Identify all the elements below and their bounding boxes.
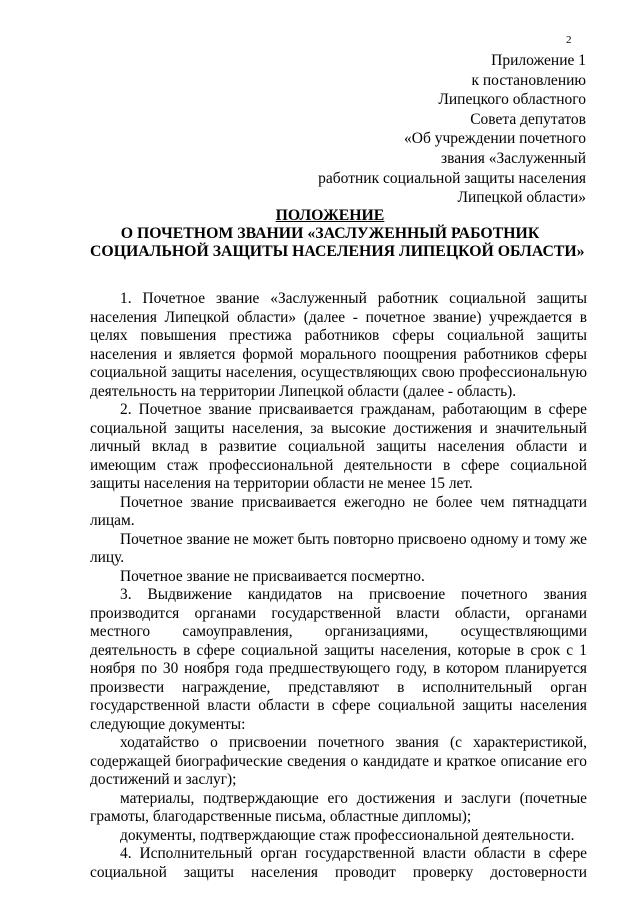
paragraph: Почетное звание присваивается ежегодно не более чем пятнадцати лицам. [90,493,587,529]
paragraph: 4. Исполнительный орган государственной власти области в сфере социальной защиты населения проводит проверку достоверности [90,845,587,881]
appendix-line: Совета депутатов [470,110,586,128]
page-number: 2 [566,34,572,46]
title-subheading: СОЦИАЛЬНОЙ ЗАЩИТЫ НАСЕЛЕНИЯ ЛИПЕЦКОЙ ОБЛАСТИ» [90,243,585,260]
paragraph: 3. Выдвижение кандидатов на присвоение почетного звания производится органами государственной власти области, органами местного самоуправления, организациями, осуществляющими деятельность в сфере социальной защиты населения, которые в срок с 1 ноября по 30 ноября года предшествующего году, в котором планируется произвести награждение, представляют в исполнительный орган государственной власти области в сфере социальной защиты населения следующие документы: [90,586,587,733]
appendix-block [266,51,586,208]
appendix-line: Липецкого областного [438,91,586,109]
appendix-line: Липецкой области» [457,189,586,207]
document-body [90,290,587,882]
paragraph: 1. Почетное звание «Заслуженный работник социальной защиты населения Липецкой области» (далее - почетное звание) учреждается в целях повышения престижа работников сферы социальной защиты населения и является формой морального поощрения работников сферы социальной защиты населения, осуществляющих свою профессиональную деятельность на территории Липецкой области (далее - область). [90,290,587,400]
paragraph: 2. Почетное звание присваивается гражданам, работающим в сфере социальной защиты населения, за высокие достижения и значительный личный вклад в развитие социальной защиты населения области и имеющим стаж профессиональной деятельности в сфере социальной защиты населения на территории области не менее 15 лет. [90,401,587,492]
appendix-line: звания «Заслуженный [441,149,586,167]
paragraph: документы, подтверждающие стаж профессиональной деятельности. [120,826,575,844]
paragraph: материалы, подтверждающие его достижения и заслуги (почетные грамоты, благодарственные письма, областные дипломы); [90,789,587,825]
appendix-line: «Об учреждении почетного [404,130,586,148]
appendix-line: работник социальной защиты населения [318,169,586,187]
paragraph: ходатайство о присвоении почетного звания (с характеристикой, содержащей биографические сведения о кандидате и краткое описание его достижений и заслуг); [90,734,587,788]
paragraph: Почетное звание не присваивается посмертно. [120,567,425,585]
title-subheading: О ПОЧЕТНОМ ЗВАНИИ «ЗАСЛУЖЕННЫЙ РАБОТНИК [120,225,540,242]
appendix-line: к постановлению [471,71,586,89]
appendix-line: Приложение 1 [491,52,586,69]
title-heading: ПОЛОЖЕНИЕ [275,207,385,224]
document-title [90,207,585,261]
paragraph: Почетное звание не может быть повторно присвоено одному и тому же лицу. [90,530,587,566]
